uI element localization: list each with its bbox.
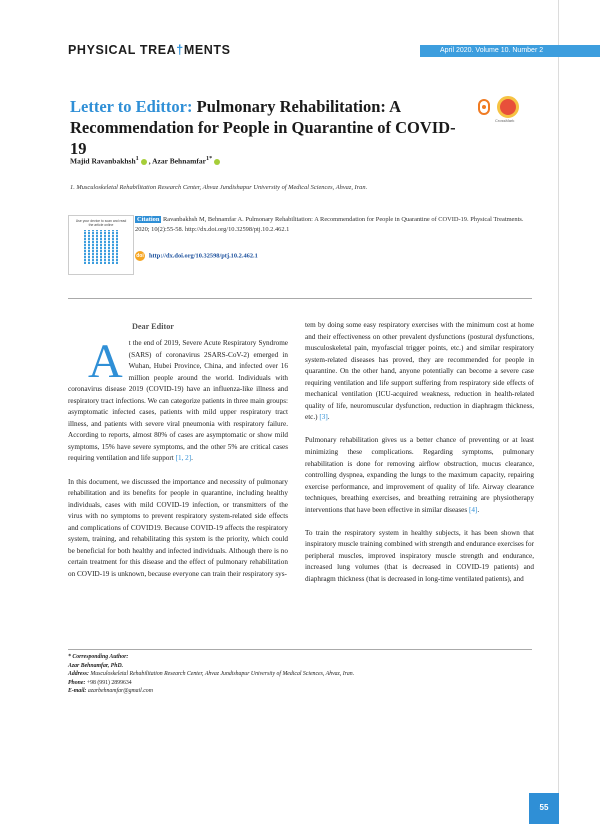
title-prefix: Letter to Edittor: bbox=[70, 97, 193, 116]
citation-block bbox=[135, 215, 530, 234]
title-text: Pulmonary Rehabilitation: A Recommendation for People in Quarantine of COVID-19 bbox=[70, 97, 456, 158]
crossmark-icon[interactable] bbox=[497, 96, 519, 118]
orcid-icon[interactable] bbox=[214, 159, 220, 165]
journal-logo: PHYSICAL TREA†MENTS bbox=[68, 43, 231, 57]
paragraph-3: tem by doing some easy respiratory exercises with the minimum cost at home and their effectiveness on other prevalent dysfunctions (postural dysfunctions, musculoskeletal pain, myofascial trigger points, etc.) and similar respiratory system-related diseases has proved, they are recommended for people in quarantine. On the other hand, anyone potentially can become a severe case requiring ventilation and life support suffering from respiratory side effects of mechanical ventilation (ICU-acquired weakness, reduction in health-related quality of life, neuromuscular dysfunction, reduction in diaphragm thickness, etc.) [3]. bbox=[305, 321, 534, 422]
orcid-icon[interactable] bbox=[141, 159, 147, 165]
reference-link[interactable]: [3] bbox=[319, 413, 328, 422]
corr-phone: +98 (991) 2899634 bbox=[86, 679, 132, 686]
affiliation: 1. Musculoskeletal Rehabilitation Research Center, Ahvaz Jundishapur University of Medical Sciences, Ahvaz, Iran. bbox=[70, 184, 368, 191]
issue-banner: April 2020. Volume 10. Number 2 bbox=[420, 45, 600, 57]
citation-text: Ravanbakhsh M, Behnamfar A. Pulmonary Rehabilitation: A Recommendation for People in Quarantine of COVID-19. Physical Treatments. 2020; 10(2):55-58. http://dx.doi.org/10.32598/ptj.10.2.462.1 bbox=[135, 216, 524, 233]
right-margin-rule bbox=[558, 0, 559, 793]
divider bbox=[68, 298, 532, 299]
doi-link[interactable]: http://dx.doi.org/10.32598/ptj.10.2.462.1 bbox=[149, 252, 258, 260]
crossmark-label: CrossMark bbox=[495, 118, 515, 123]
article-title bbox=[70, 96, 470, 159]
corr-label: * Corresponding Author: bbox=[68, 654, 129, 660]
open-access-icon bbox=[478, 99, 490, 115]
citation-label: Citation bbox=[137, 216, 160, 223]
salutation: Dear Editor bbox=[132, 322, 174, 331]
paragraph-1: At the end of 2019, Severe Acute Respiratory Syndrome (SARS) of coronavirus 2SARS-CoV-2) emerged in Wuhan, Hubei Province, China, and infected over 16 million people around the world. Individuals with coronavirus disease 2019 (COVID-19) have an influenza-like illness and respiratory tract infections. We can categorize patients in three main groups: asymptomatic infected cases, patients with mild upper respiratory tract illness, and patients with severe viral pneumonia with respiratory failure. According to reports, almost 80% of cases are asymptomatic or show mild symptoms, 15% have severe symptoms, and the other 5% are critical cases requiring ventilation and life support [1, 2]. bbox=[68, 335, 288, 463]
left-column bbox=[68, 335, 288, 592]
reference-link[interactable]: [1, 2] bbox=[175, 454, 192, 463]
qr-panel bbox=[68, 215, 134, 275]
paragraph-2: In this document, we discussed the importance and necessity of pulmonary rehabilitation and its benefits for people in quarantine, including healthy individuals, cases with mild COVID-19 infection, or transmitters of the virus with no symptoms to prevent respiratory system-related side effects and complications of COVID19. Because COVID-19 affects the respiratory system, training, and rehabilitating this system is the priority, which could be beneficial for both healthy and infected individuals. Although there is no certain treatment for this disease and the effect of pulmonary rehabilitation on COVID-19 is unknown, because everyone can train their respiratory sys- bbox=[68, 477, 288, 578]
qr-caption: Use your device to scan and read the article online bbox=[75, 219, 127, 227]
paragraph-5: To train the respiratory system in healthy subjects, it has been shown that inspiratory muscle training combined with strength and endurance exercises for peripheral muscles, improved inspiratory muscle strength and endurance, increased lung volumes (that is decreased in COVID-19 patients) and diaphragm thickness (that is decreased in long-time ventilated patients), and bbox=[305, 528, 534, 583]
paragraph-4: Pulmonary rehabilitation gives us a better chance of preventing or at least minimizing these complications. Regarding symptoms, pulmonary rehabilitation is done for removing airflow obstruction, mucus clearance, controlling dyspnea, expanding the lungs to the maximum capacity, repairing exercise performance, and improvement of quality of life. Airway clearance techniques, breathing exercises, and breathing retraining are physiotherapy interventions that have been effective in similar diseases [4]. bbox=[305, 436, 534, 514]
corr-address: Musculoskeletal Rehabilitation Research Center, Ahvaz Jundishapur University of Medical Sciences, Ahvaz, Iran. bbox=[90, 671, 355, 678]
author-1: Majid Ravanbakhsh bbox=[70, 156, 136, 166]
corr-email[interactable]: azarbehnamfar@gmail.com bbox=[87, 688, 153, 695]
drop-cap: A bbox=[88, 335, 123, 388]
corr-name: Azar Behnamfar, PhD. bbox=[68, 662, 124, 669]
right-column bbox=[305, 320, 534, 597]
doi-row bbox=[135, 251, 258, 261]
author-list: Majid Ravanbakhsh$^1$ , Azar Behnamfar$^{1*}$ bbox=[70, 155, 222, 166]
page-number: 55 bbox=[529, 793, 559, 824]
corresponding-author: * Corresponding Author: Azar Behnamfar, PhD. Address: Musculoskeletal Rehabilitation Research Center, Ahvaz Jundishapur University of Medical Sciences, Ahvaz, Iran. Phone: +98 (991) 2899634 E-mail: azarbehnamfar@gmail.com bbox=[68, 649, 532, 696]
qr-code-icon[interactable] bbox=[84, 230, 118, 264]
author-2: Azar Behnamfar bbox=[152, 156, 206, 166]
doi-icon: doi bbox=[136, 253, 144, 259]
reference-link[interactable]: [4] bbox=[468, 505, 478, 514]
